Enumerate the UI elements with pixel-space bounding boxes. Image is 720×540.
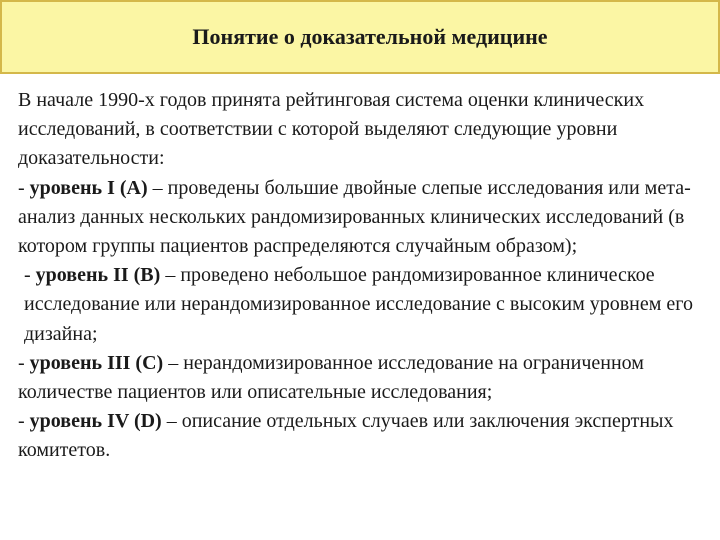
level-label: уровень IV (D) bbox=[29, 410, 162, 433]
level-item-3 bbox=[18, 349, 714, 407]
level-label: уровень I (A) bbox=[29, 176, 148, 199]
level-item-4 bbox=[18, 407, 714, 465]
slide-body bbox=[18, 86, 714, 466]
level-item-1 bbox=[18, 174, 714, 262]
level-description: – описание отдельных случаев или заключения экспертных комитетов. bbox=[18, 410, 674, 462]
level-description: – проведены большие двойные слепые исследования или мета-анализ данных нескольких рандомизированных клинических исследований (в котором группы пациентов распределяются случайным образом); bbox=[18, 176, 691, 258]
level-description: – проведено небольшое рандомизированное клиническое исследование или нерандомизированное исследование с высоким уровнем его дизайна; bbox=[24, 264, 693, 345]
level-bullet: - bbox=[18, 351, 30, 374]
level-item-2 bbox=[18, 261, 714, 349]
intro-paragraph: В начале 1990-х годов принята рейтинговая система оценки клинических исследований, в соответствии с которой выделяют следующие уровни доказательности: bbox=[18, 89, 645, 170]
level-description: – нерандомизированное исследование на ограниченном количестве пациентов или описательные исследования; bbox=[18, 351, 644, 404]
title-banner bbox=[0, 0, 720, 74]
level-bullet: - bbox=[18, 176, 30, 199]
slide-title: Понятие о доказательной медицине bbox=[192, 24, 548, 49]
level-bullet: - bbox=[18, 410, 30, 433]
level-label: уровень III (C) bbox=[29, 351, 164, 374]
level-label: уровень II (B) bbox=[35, 264, 161, 287]
level-bullet: - bbox=[24, 264, 36, 287]
